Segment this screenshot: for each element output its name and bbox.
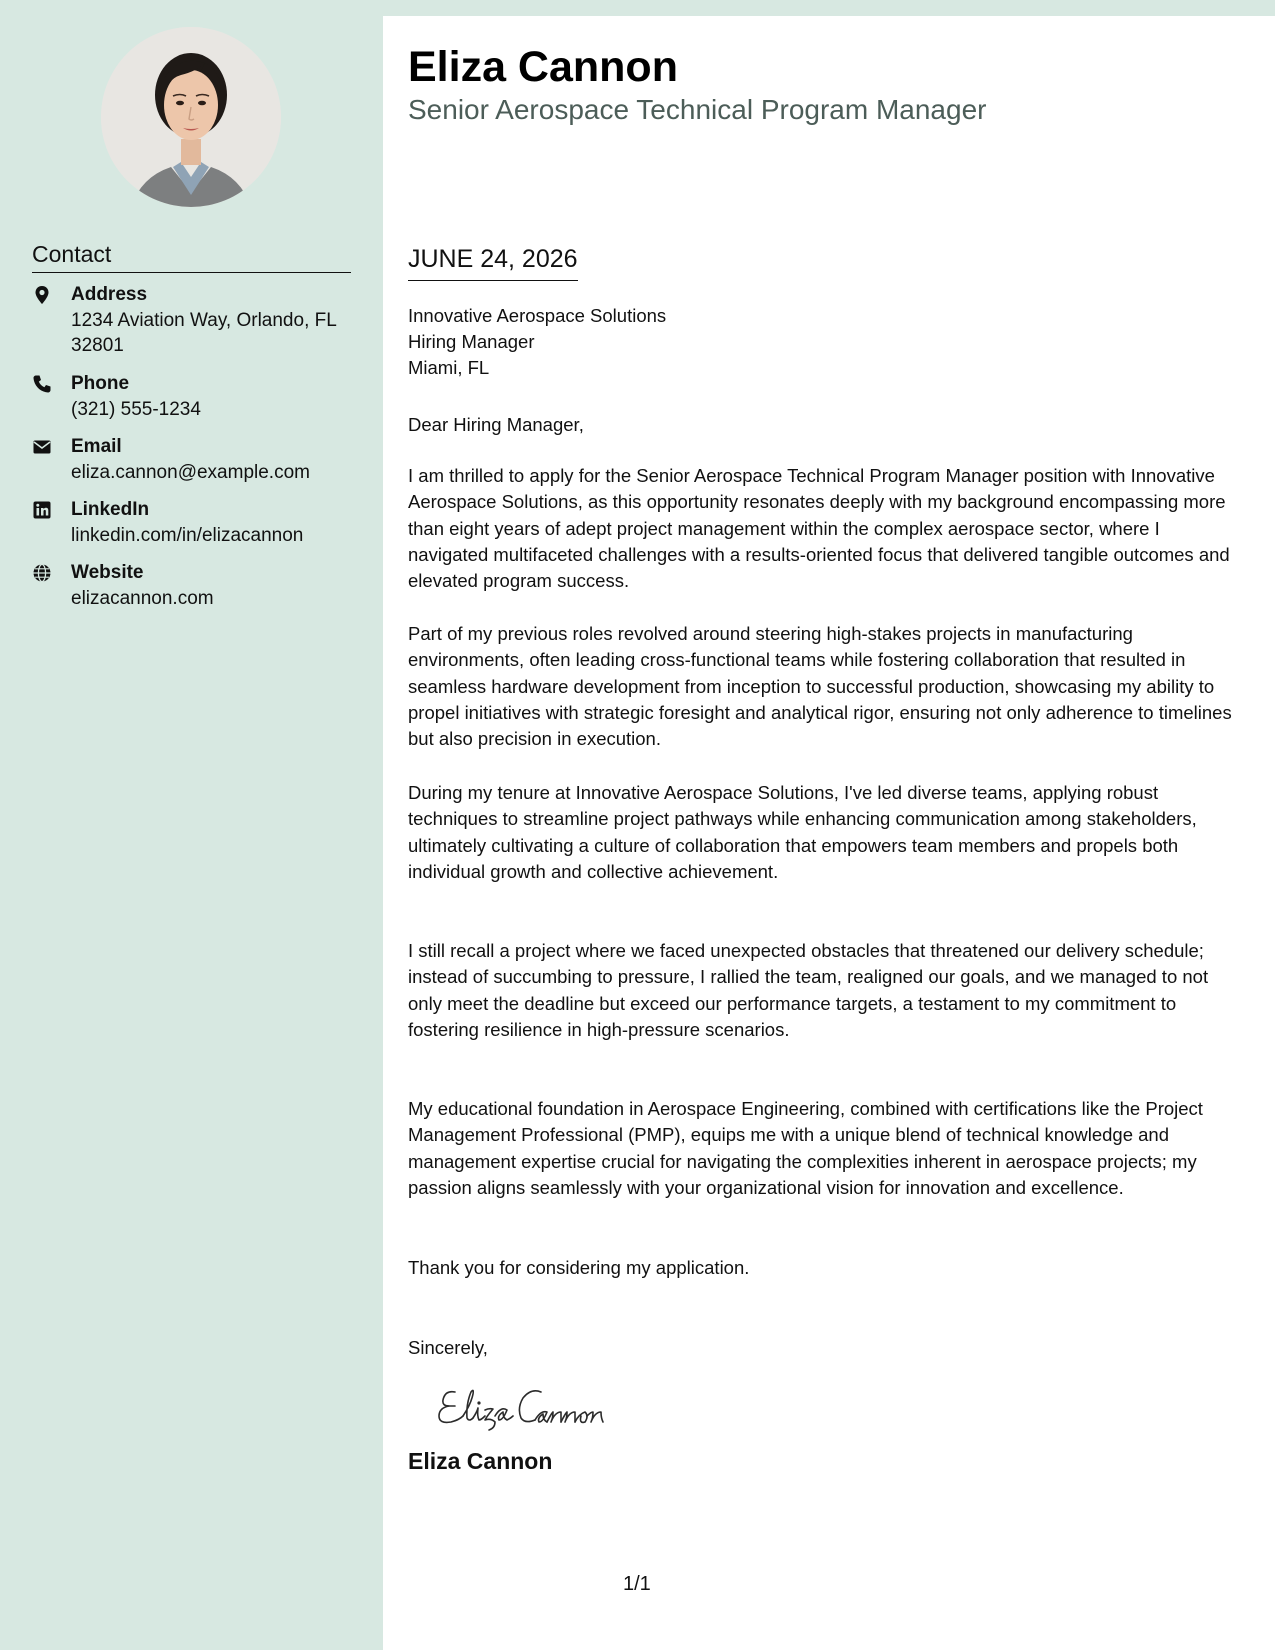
letter-main bbox=[383, 16, 1275, 1650]
contact-value: elizacannon.com bbox=[71, 588, 214, 609]
map-pin-icon bbox=[32, 285, 54, 307]
contact-heading: Contact bbox=[32, 240, 351, 273]
contact-label: Phone bbox=[71, 373, 130, 394]
letter-paragraph: Part of my previous roles revolved around steering high-stakes projects in manufacturing environments, often leading cross-functional teams while fostering collaboration that resulted in seamless hardware development from inception to successful production, showcasing my ability to propel initiatives with strategic foresight and analytical rigor, ensuring not only adherence to timelines but also precision in execution. bbox=[408, 623, 1232, 750]
letter-paragraph: I still recall a project where we faced unexpected obstacles that threatened our delivery schedule; instead of succumbing to pressure, I rallied the team, realigned our goals, and we managed to not only meet the deadline but exceed our performance targets, a testament to my commitment to fostering resilience in high-pressure scenarios. bbox=[408, 940, 1209, 1040]
phone-icon bbox=[32, 374, 54, 396]
recipient-block bbox=[408, 303, 1238, 381]
envelope-icon bbox=[32, 437, 54, 459]
contact-value: eliza.cannon@example.com bbox=[71, 462, 310, 483]
linkedin-icon bbox=[32, 500, 54, 522]
sidebar bbox=[0, 0, 383, 1650]
profile-photo bbox=[101, 27, 281, 207]
contact-value: linkedin.com/in/elizacannon bbox=[71, 525, 304, 546]
sign-off: Sincerely, bbox=[408, 1337, 488, 1358]
salutation: Dear Hiring Manager, bbox=[408, 414, 584, 435]
letter-paragraph: I am thrilled to apply for the Senior Aerospace Technical Program Manager position with Innovative Aerospace Solutions, as this opportunity resonates deeply with my background encompassing more than eight years of adept project management within the complex aerospace sector, where I navigated multifaceted challenges with a results-oriented focus that delivered tangible outcomes and elevated program success. bbox=[408, 465, 1230, 592]
contact-value: 1234 Aviation Way, Orlando, FL 32801 bbox=[71, 310, 337, 356]
contact-value: (321) 555-1234 bbox=[71, 399, 201, 420]
applicant-name: Eliza Cannon bbox=[408, 43, 678, 91]
profile-photo-illustration bbox=[101, 27, 281, 207]
letter-paragraph: During my tenure at Innovative Aerospace Solutions, I've led diverse teams, applying robust techniques to streamline project pathways while enhancing communication among stakeholders, ultimately cultivating a culture of collaboration that empowers team members and propels both individual growth and collective achievement. bbox=[408, 782, 1197, 882]
recipient-role: Hiring Manager bbox=[408, 331, 535, 352]
contact-label: Website bbox=[71, 562, 144, 583]
closing-thanks: Thank you for considering my application. bbox=[408, 1257, 750, 1278]
contact-label: LinkedIn bbox=[71, 499, 150, 520]
contact-label: Email bbox=[71, 436, 122, 457]
page-number: 1/1 bbox=[623, 1573, 651, 1595]
handwritten-signature bbox=[433, 1376, 663, 1436]
recipient-company: Innovative Aerospace Solutions bbox=[408, 305, 667, 326]
signer-name: Eliza Cannon bbox=[408, 1448, 553, 1474]
contact-label: Address bbox=[71, 284, 148, 305]
recipient-location: Miami, FL bbox=[408, 357, 490, 378]
letter-date: JUNE 24, 2026 bbox=[408, 244, 578, 281]
letter-paragraph: My educational foundation in Aerospace Engineering, combined with certifications like the Project Management Professional (PMP), equips me with a unique blend of technical knowledge and management expertise crucial for navigating the complexities inherent in aerospace projects; my passion aligns seamlessly with your organizational vision for innovation and excellence. bbox=[408, 1098, 1203, 1198]
globe-icon bbox=[32, 563, 54, 585]
job-title: Senior Aerospace Technical Program Manager bbox=[408, 94, 987, 125]
